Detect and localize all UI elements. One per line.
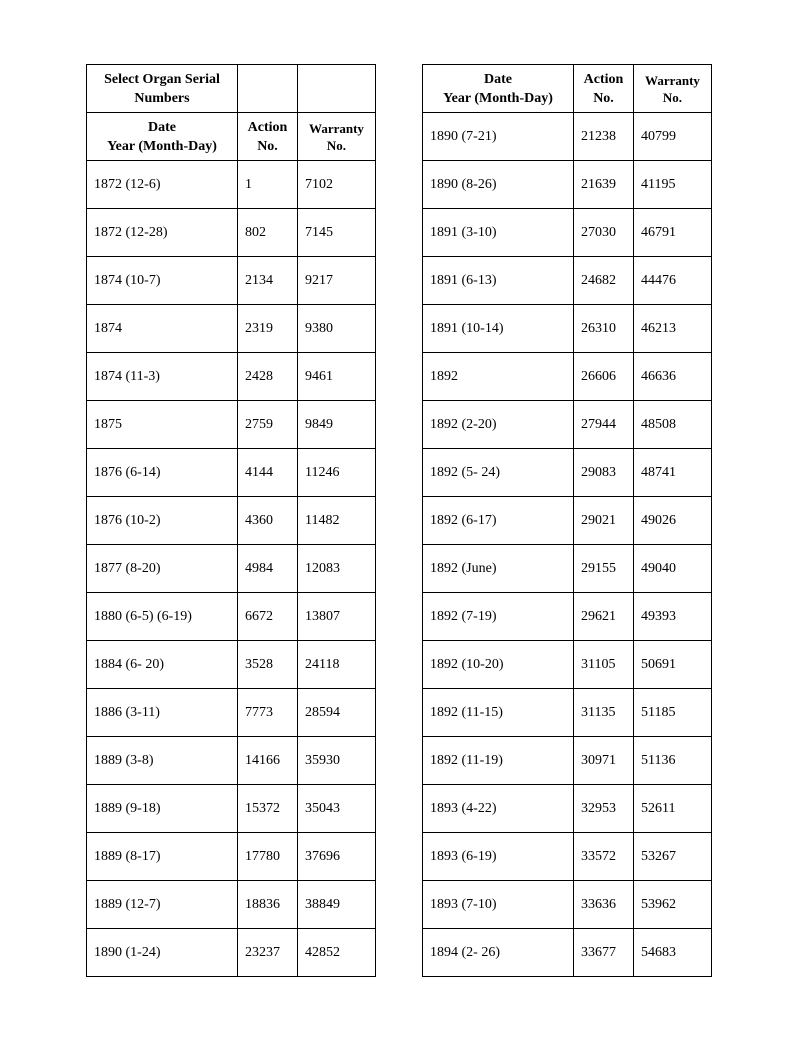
empty-header-cell: [298, 65, 376, 113]
date-cell: 1892 (11-15): [423, 689, 574, 737]
warranty-number-cell: 51136: [634, 737, 712, 785]
table-row: [87, 881, 376, 929]
action-number-cell: 26310: [574, 305, 634, 353]
table-row: [423, 593, 712, 641]
table-row: [87, 545, 376, 593]
serial-table-left-body: [87, 65, 376, 977]
serial-table-left: [86, 64, 376, 977]
action-number-cell: 7773: [238, 689, 298, 737]
warranty-number-cell: 41195: [634, 161, 712, 209]
warranty-number-cell: 46636: [634, 353, 712, 401]
action-number-cell: 2428: [238, 353, 298, 401]
action-number-cell: 30971: [574, 737, 634, 785]
action-number-cell: 33636: [574, 881, 634, 929]
date-cell: 1876 (10-2): [87, 497, 238, 545]
serial-table-right: [422, 64, 712, 977]
date-cell: 1892: [423, 353, 574, 401]
warranty-number-cell: 53962: [634, 881, 712, 929]
date-cell: 1886 (3-11): [87, 689, 238, 737]
warranty-header-line: No.: [326, 137, 347, 153]
date-cell: 1875: [87, 401, 238, 449]
action-header-line: No.: [593, 90, 614, 106]
action-number-cell: 2134: [238, 257, 298, 305]
date-cell: 1877 (8-20): [87, 545, 238, 593]
table-row: [87, 737, 376, 785]
date-cell: 1884 (6- 20): [87, 641, 238, 689]
date-cell: 1894 (2- 26): [423, 929, 574, 977]
table-row: [87, 353, 376, 401]
table-row: [87, 161, 376, 209]
action-number-cell: 32953: [574, 785, 634, 833]
date-cell: 1880 (6-5) (6-19): [87, 593, 238, 641]
warranty-number-cell: 35930: [298, 737, 376, 785]
action-number-cell: 27030: [574, 209, 634, 257]
warranty-number-cell: 53267: [634, 833, 712, 881]
table-title-line: Numbers: [134, 90, 190, 106]
table-row: [87, 593, 376, 641]
table-title-line: Select Organ Serial: [104, 71, 220, 87]
action-number-cell: 4984: [238, 545, 298, 593]
table-row: [87, 641, 376, 689]
warranty-number-cell: 40799: [634, 113, 712, 161]
warranty-number-cell: 52611: [634, 785, 712, 833]
date-cell: 1890 (1-24): [87, 929, 238, 977]
warranty-number-cell: 9849: [298, 401, 376, 449]
action-number-cell: 29621: [574, 593, 634, 641]
warranty-number-cell: 51185: [634, 689, 712, 737]
column-header-row: [87, 113, 376, 161]
table-row: [423, 929, 712, 977]
table-title-row: [87, 65, 376, 113]
date-cell: 1893 (4-22): [423, 785, 574, 833]
action-number-cell: 18836: [238, 881, 298, 929]
action-number-cell: 21639: [574, 161, 634, 209]
action-number-cell: 4144: [238, 449, 298, 497]
warranty-number-cell: 46213: [634, 305, 712, 353]
warranty-number-cell: 11246: [298, 449, 376, 497]
serial-table-right-body: [423, 65, 712, 977]
action-column-header: [238, 113, 298, 161]
table-row: [423, 881, 712, 929]
table-row: [423, 113, 712, 161]
warranty-number-cell: 44476: [634, 257, 712, 305]
warranty-number-cell: 13807: [298, 593, 376, 641]
action-header-line: Action: [247, 119, 288, 135]
action-number-cell: 29083: [574, 449, 634, 497]
warranty-number-cell: 46791: [634, 209, 712, 257]
action-number-cell: 2319: [238, 305, 298, 353]
date-cell: 1891 (10-14): [423, 305, 574, 353]
date-cell: 1872 (12-6): [87, 161, 238, 209]
warranty-number-cell: 49393: [634, 593, 712, 641]
warranty-number-cell: 49040: [634, 545, 712, 593]
table-row: [423, 833, 712, 881]
date-cell: 1889 (8-17): [87, 833, 238, 881]
action-number-cell: 21238: [574, 113, 634, 161]
action-number-cell: 33572: [574, 833, 634, 881]
action-number-cell: 14166: [238, 737, 298, 785]
warranty-number-cell: 50691: [634, 641, 712, 689]
action-number-cell: 802: [238, 209, 298, 257]
date-cell: 1890 (8-26): [423, 161, 574, 209]
date-cell: 1893 (6-19): [423, 833, 574, 881]
date-header-line: Date: [148, 119, 176, 135]
warranty-number-cell: 38849: [298, 881, 376, 929]
date-cell: 1892 (2-20): [423, 401, 574, 449]
table-row: [423, 161, 712, 209]
empty-header-cell: [238, 65, 298, 113]
warranty-number-cell: 9461: [298, 353, 376, 401]
warranty-number-cell: 7102: [298, 161, 376, 209]
column-header-row: [423, 65, 712, 113]
action-header-line: No.: [257, 138, 278, 154]
table-row: [87, 209, 376, 257]
date-cell: 1892 (6-17): [423, 497, 574, 545]
table-row: [87, 929, 376, 977]
table-row: [87, 449, 376, 497]
warranty-column-header: [634, 65, 712, 113]
action-number-cell: 31135: [574, 689, 634, 737]
date-cell: 1889 (12-7): [87, 881, 238, 929]
action-number-cell: 31105: [574, 641, 634, 689]
warranty-column-header: [298, 113, 376, 161]
table-row: [423, 737, 712, 785]
table-row: [87, 833, 376, 881]
action-column-header: [574, 65, 634, 113]
table-title: [87, 65, 238, 113]
date-cell: 1876 (6-14): [87, 449, 238, 497]
warranty-number-cell: 48508: [634, 401, 712, 449]
action-number-cell: 26606: [574, 353, 634, 401]
warranty-number-cell: 37696: [298, 833, 376, 881]
date-header-line: Year (Month-Day): [107, 138, 217, 154]
date-cell: 1889 (9-18): [87, 785, 238, 833]
warranty-number-cell: 54683: [634, 929, 712, 977]
date-cell: 1892 (10-20): [423, 641, 574, 689]
action-number-cell: 3528: [238, 641, 298, 689]
action-number-cell: 23237: [238, 929, 298, 977]
date-header-line: Year (Month-Day): [443, 90, 553, 106]
action-number-cell: 33677: [574, 929, 634, 977]
warranty-number-cell: 9380: [298, 305, 376, 353]
warranty-number-cell: 11482: [298, 497, 376, 545]
table-row: [423, 305, 712, 353]
date-cell: 1892 (11-19): [423, 737, 574, 785]
action-number-cell: 29021: [574, 497, 634, 545]
date-cell: 1892 (5- 24): [423, 449, 574, 497]
action-number-cell: 27944: [574, 401, 634, 449]
date-cell: 1892 (June): [423, 545, 574, 593]
table-row: [423, 641, 712, 689]
table-row: [423, 449, 712, 497]
table-row: [423, 209, 712, 257]
table-row: [87, 305, 376, 353]
date-cell: 1892 (7-19): [423, 593, 574, 641]
date-cell: 1874 (11-3): [87, 353, 238, 401]
action-number-cell: 1: [238, 161, 298, 209]
table-row: [423, 689, 712, 737]
warranty-number-cell: 42852: [298, 929, 376, 977]
table-row: [87, 785, 376, 833]
action-number-cell: 6672: [238, 593, 298, 641]
date-cell: 1891 (6-13): [423, 257, 574, 305]
table-row: [87, 257, 376, 305]
table-row: [423, 545, 712, 593]
table-row: [423, 401, 712, 449]
date-cell: 1872 (12-28): [87, 209, 238, 257]
table-row: [87, 497, 376, 545]
action-number-cell: 4360: [238, 497, 298, 545]
date-cell: 1874: [87, 305, 238, 353]
date-column-header: [423, 65, 574, 113]
action-number-cell: 17780: [238, 833, 298, 881]
date-cell: 1889 (3-8): [87, 737, 238, 785]
action-number-cell: 29155: [574, 545, 634, 593]
table-row: [87, 401, 376, 449]
date-header-line: Date: [484, 71, 512, 87]
table-row: [423, 785, 712, 833]
date-cell: 1893 (7-10): [423, 881, 574, 929]
warranty-number-cell: 48741: [634, 449, 712, 497]
warranty-number-cell: 28594: [298, 689, 376, 737]
action-header-line: Action: [583, 71, 624, 87]
action-number-cell: 24682: [574, 257, 634, 305]
action-number-cell: 2759: [238, 401, 298, 449]
warranty-header-line: Warranty: [309, 120, 364, 136]
date-cell: 1891 (3-10): [423, 209, 574, 257]
date-cell: 1874 (10-7): [87, 257, 238, 305]
table-row: [423, 353, 712, 401]
table-row: [87, 689, 376, 737]
warranty-number-cell: 49026: [634, 497, 712, 545]
warranty-header-line: No.: [662, 89, 683, 105]
action-number-cell: 15372: [238, 785, 298, 833]
warranty-number-cell: 35043: [298, 785, 376, 833]
warranty-number-cell: 9217: [298, 257, 376, 305]
warranty-number-cell: 24118: [298, 641, 376, 689]
table-row: [423, 497, 712, 545]
date-cell: 1890 (7-21): [423, 113, 574, 161]
warranty-number-cell: 12083: [298, 545, 376, 593]
table-row: [423, 257, 712, 305]
warranty-header-line: Warranty: [645, 72, 700, 88]
date-column-header: [87, 113, 238, 161]
warranty-number-cell: 7145: [298, 209, 376, 257]
